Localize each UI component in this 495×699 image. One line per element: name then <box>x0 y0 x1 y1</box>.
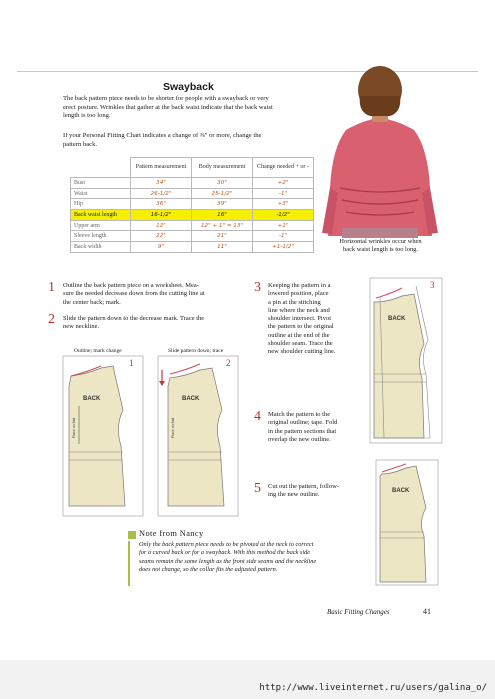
note-line: for a curved back or for a swayback. With this method the back side <box>139 549 311 557</box>
figure-2-label: Slide pattern down; trace <box>168 348 224 354</box>
step-number: 5 <box>254 481 261 496</box>
pattern-value: 34" <box>131 178 192 189</box>
step-line: shoulder seam. Trace the <box>268 340 333 348</box>
step-line: new neckline. <box>63 323 100 331</box>
note-bar <box>128 541 130 586</box>
chart-row <box>71 188 314 199</box>
instruction-line: pattern back. <box>63 140 98 148</box>
note-line: Only the back pattern piece needs to be pivoted at the neck to correct <box>139 541 314 548</box>
chart-header: Pattern measurement <box>131 158 192 178</box>
note-marker <box>128 531 136 539</box>
step-line: the pattern to the original <box>268 323 334 331</box>
step-number: 3 <box>254 280 261 295</box>
step-number: 2 <box>48 312 55 327</box>
figure-number: 2 <box>226 358 231 368</box>
body-value: 21" <box>192 231 253 242</box>
row-label: Sleeve length <box>71 231 131 242</box>
pattern-back-label: BACK <box>392 488 410 494</box>
chart-row <box>71 242 314 253</box>
step-4-text <box>268 411 337 444</box>
step-line: overlap the new outline. <box>268 435 331 443</box>
chart-row <box>71 231 314 242</box>
figure-number: 3 <box>430 280 435 290</box>
chart-row <box>71 178 314 189</box>
swayback-woman-illustration <box>318 68 443 238</box>
row-label: Upper arm <box>71 220 131 231</box>
row-label: Waist <box>71 188 131 199</box>
step-line: the center back; mark. <box>63 298 121 306</box>
caption-line: back waist length is too long. <box>343 246 418 253</box>
step-line: Keeping the pattern in a <box>268 282 331 289</box>
fitting-chart <box>70 157 314 253</box>
row-label: Back width <box>71 242 131 253</box>
chart-row <box>71 199 314 210</box>
step-line: shoulder intersect. Pivot <box>268 315 332 323</box>
step-line: ing the new outline. <box>268 491 320 499</box>
step-line: a pin at the stitching <box>268 298 321 306</box>
chart-row-highlighted <box>71 210 314 221</box>
grain-label: Place on fold <box>171 417 175 438</box>
section-title: Swayback <box>163 81 214 93</box>
chart-header-row <box>71 158 314 178</box>
figure-number: 1 <box>129 358 134 368</box>
step-line: lowered position, place <box>268 290 329 298</box>
step-line: sure the needed decrease down from the cutting line at <box>63 290 205 298</box>
intro-line: The back pattern piece needs to be shorter for people with a swayback or very <box>63 95 269 102</box>
body-value: 25-1/2" <box>192 188 253 199</box>
page-number: 41 <box>423 607 431 616</box>
step-2-text <box>63 315 204 332</box>
change-value: +2" <box>253 178 314 189</box>
chart-header: Change needed + or - <box>253 158 314 178</box>
pattern-value: 26-1/2" <box>131 188 192 199</box>
step-line: new shoulder cutting line. <box>268 348 336 356</box>
instruction-line: If your Personal Fitting Chart indicates a change of ⅜" or more, change the <box>63 132 262 139</box>
step-line: outline at the end of the <box>268 331 330 339</box>
figure-1-label: Outline; mark change <box>74 348 122 354</box>
step-5-text <box>268 483 339 500</box>
chart-header: Body measurement <box>192 158 253 178</box>
step-line: Match the pattern to the <box>268 411 331 418</box>
change-value: -1/2" <box>253 210 314 221</box>
step-line: line where the neck and <box>268 306 330 314</box>
intro-paragraph <box>63 95 273 121</box>
body-value: 30" <box>192 178 253 189</box>
pattern-value: 12" <box>131 220 192 231</box>
pattern-value: 22" <box>131 231 192 242</box>
note-body <box>139 541 389 575</box>
step-line: Cut out the pattern, follow- <box>268 483 339 490</box>
pattern-value: 16-1/2" <box>131 210 192 221</box>
chart-corner <box>71 158 131 178</box>
body-value: 39" <box>192 199 253 210</box>
pattern-figure-1 <box>63 356 143 516</box>
instruction-paragraph <box>63 132 261 149</box>
step-1-text <box>63 282 205 307</box>
pattern-figure-2 <box>158 356 238 516</box>
step-3-text <box>268 282 336 357</box>
pattern-figure-3 <box>370 278 442 443</box>
row-label: Bust <box>71 178 131 189</box>
caption-line: Horizontal wrinkles occur when <box>339 238 422 245</box>
pattern-value: 36" <box>131 199 192 210</box>
change-value: +1" <box>253 220 314 231</box>
grain-label: Place on fold <box>72 417 76 438</box>
photo-caption <box>318 238 443 254</box>
step-number: 1 <box>48 280 55 295</box>
note-line: does not change, so the collar fits the adjusted pattern. <box>139 566 278 574</box>
row-label: Back waist length <box>71 210 131 221</box>
change-value: -1" <box>253 188 314 199</box>
step-line: in the pattern sections that <box>268 427 337 435</box>
pattern-back-label: BACK <box>182 396 200 402</box>
note-title: Note from Nancy <box>139 529 204 538</box>
body-value: 16" <box>192 210 253 221</box>
footer-title: Basic Fitting Changes <box>327 608 390 616</box>
chart-row <box>71 220 314 231</box>
pattern-value: 9" <box>131 242 192 253</box>
body-value: 12" + 1" = 13" <box>192 220 253 231</box>
change-value: +1-1/2" <box>253 242 314 253</box>
step-line: Slide the pattern down to the decrease mark. Trace the <box>63 315 205 322</box>
step-number: 4 <box>254 409 261 424</box>
note-line: seams remain the same length as the front side seams and the neckline <box>139 557 317 565</box>
step-line: original outline; tape. Fold <box>268 419 338 427</box>
intro-line: erect posture. Wrinkles that gather at the back waist indicate that the back waist <box>63 103 273 111</box>
step-line: Outline the back pattern piece on a worksheet. Mea- <box>63 282 199 289</box>
intro-line: length is too long. <box>63 112 111 120</box>
pattern-back-label: BACK <box>388 316 406 322</box>
body-value: 11" <box>192 242 253 253</box>
change-value: +3" <box>253 199 314 210</box>
change-value: -1" <box>253 231 314 242</box>
row-label: Hip <box>71 199 131 210</box>
pattern-back-label: BACK <box>83 396 101 402</box>
watermark-url[interactable]: http://www.liveinternet.ru/users/galina_o/ <box>259 683 487 693</box>
